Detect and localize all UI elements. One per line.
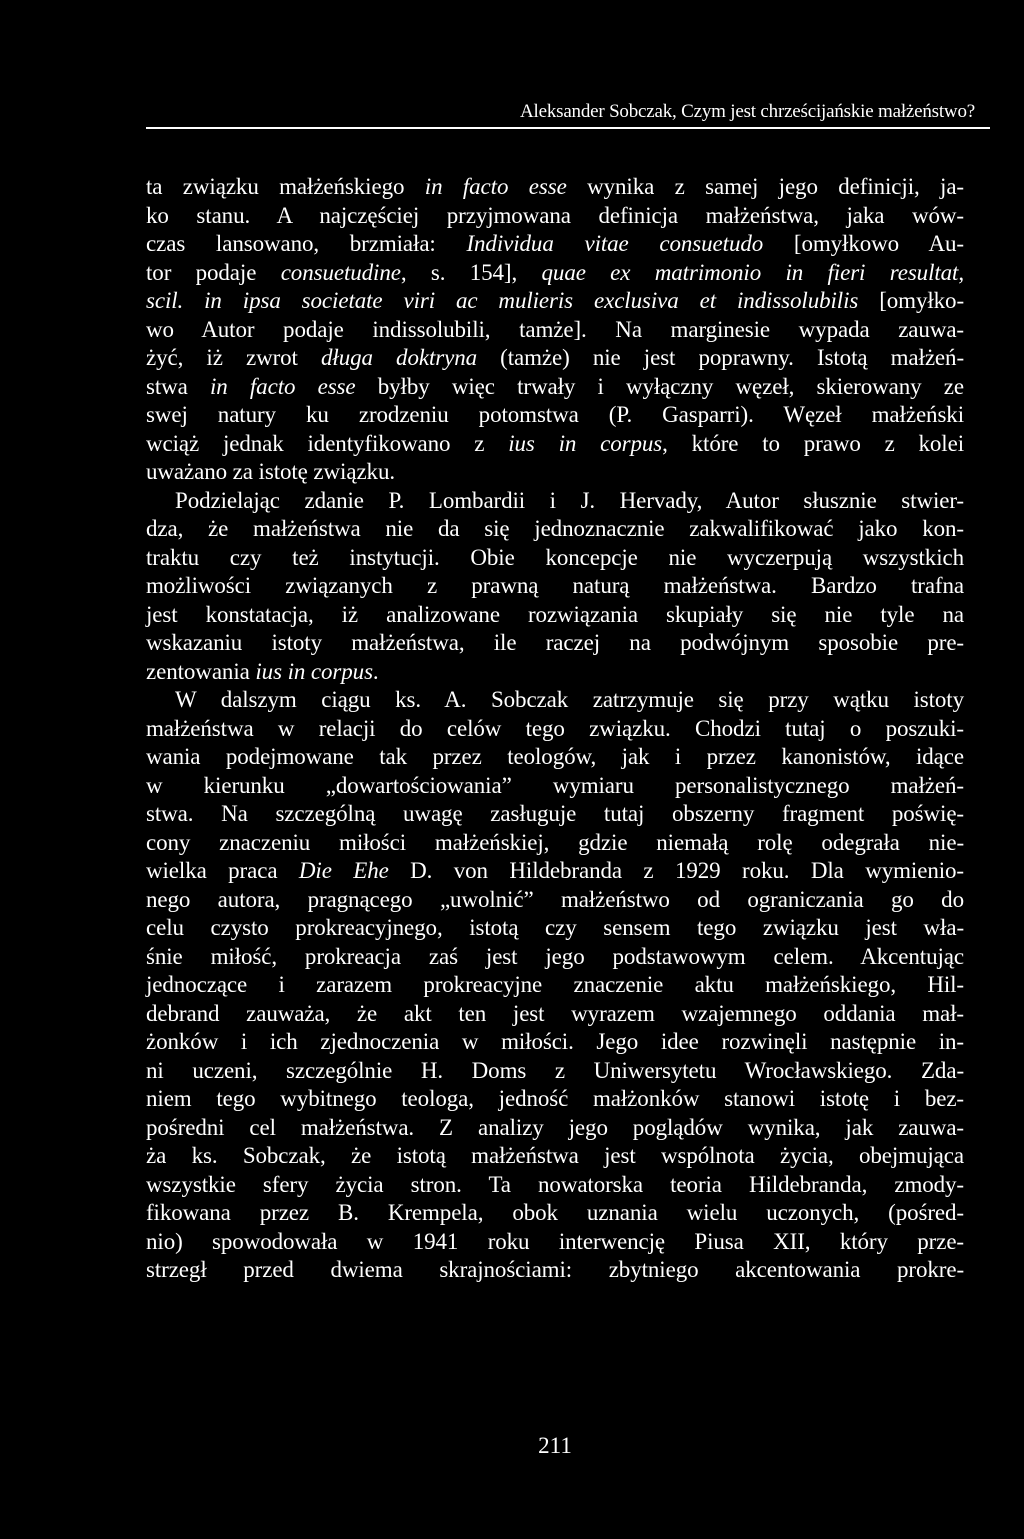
text-span: ni uczeni, szczególnie H. Doms z Uniwersytetu Wrocławskiego. Zda- [146,1057,964,1083]
text-line [146,1199,964,1228]
italic-span: ius in corpus [508,430,663,456]
text-span: ta związku małżeńskiego [146,174,425,199]
text-line [146,173,964,202]
text-span: niem tego wybitnego teologa, jedność małżonków stanowi istotę i bez- [146,1086,964,1111]
text-span: nego autora, pragnącego „uwolnić” małżeństwo od ograniczania go do [146,886,964,912]
text-span: cony znaczeniu miłości małżeńskiej, gdzie niemałą rolę odegrała nie- [146,829,964,855]
text-line [146,772,964,801]
text-line [146,686,964,715]
italic-span: consuetudine [280,259,401,285]
text-span: ko stanu. A najczęściej przyjmowana definicja małżeństwa, jaka wów- [146,202,964,228]
italic-span: in facto esse [209,373,356,399]
page-number: 211 [538,1433,572,1458]
text-line [146,572,964,601]
text-span: dza, że małżeństwa nie da się jednoznacznie zakwalifikować jako kon- [146,516,964,541]
text-span: , które to prawo z kolei [662,430,964,456]
text-span: stwa [146,373,210,399]
text-line [146,1256,964,1285]
text-line [146,401,964,430]
text-span: wszystkie sfery życia stron. Ta nowatorska teoria Hildebranda, zmody- [146,1171,964,1197]
text-span: [omyłko- [858,288,965,313]
italic-span: scil. in ipsa societate viri ac mulieris exclusiva et indissolubilis [146,288,859,313]
text-span: strzegł przed dwiema skrajnościami: zbytniego akcentowania prokre- [146,1257,964,1282]
text-line [146,1171,964,1200]
text-span: traktu czy też instytucji. Obie koncepcje nie wyczerpują wszystkich [146,544,964,570]
text-span: ża ks. Sobczak, że istotą małżeństwa jest wspólnota życia, obejmująca [146,1143,964,1168]
text-line [146,629,964,658]
text-line [146,601,964,630]
text-line [146,1085,964,1114]
italic-span: długa doktryna [321,345,478,370]
text-span: byłby więc trwały i wyłączny węzeł, skierowany ze [355,373,964,399]
text-span: wynika z samej jego definicji, ja- [566,174,964,199]
text-span: czas lansowano, brzmiała: [146,231,467,256]
text-line [146,344,964,373]
text-span: debrand zauważa, że akt ten jest wyrazem wzajemnego oddania mał- [146,1000,964,1026]
text-span: zentowania [146,658,256,684]
text-span: wielka praca [146,858,299,883]
text-span: żonków i ich zjednoczenia w miłości. Jego idee rozwinęli następnie in- [146,1029,964,1054]
text-line [146,1142,964,1171]
text-line [146,943,964,972]
text-span: stwa. Na szczególną uwagę zasługuje tutaj obszerny fragment poświę- [146,801,964,826]
text-line [146,259,964,288]
text-line [146,829,964,858]
text-line [146,658,964,687]
text-line [146,316,964,345]
text-line [146,515,964,544]
text-span: (tamże) nie jest poprawny. Istotą małżeń- [477,345,965,370]
text-line [146,1057,964,1086]
text-line [146,458,964,487]
text-span: uważano za istotę związku. [146,459,396,484]
text-span: małżeństwa w relacji do celów tego związku. Chodzi tutaj o poszuki- [146,715,964,741]
text-line [146,971,964,1000]
text-span: nio) spowodowała w 1941 roku interwencję Piusa XII, który prze- [146,1228,964,1254]
body-text [146,173,964,1285]
italic-span: Individua vitae consuetudo [466,231,764,256]
text-span: żyć, iż zwrot [146,345,321,370]
text-span: Podzielając zdanie P. Lombardii i J. Hervady, Autor słusznie stwier- [175,487,964,513]
text-line [146,1228,964,1257]
text-line [146,373,964,402]
text-span: jest konstatacja, iż analizowane rozwiązania skupiały się nie tyle na [146,601,964,627]
italic-span: in facto esse [424,174,567,199]
text-span: W dalszym ciągu ks. A. Sobczak zatrzymuje się przy wątku istoty [175,687,964,712]
text-span: pośredni cel małżeństwa. Z analizy jego poglądów wynika, jak zauwa- [146,1114,964,1140]
text-line [146,715,964,744]
running-header [146,100,990,129]
text-line [146,857,964,886]
text-span: wo Autor podaje indissolubili, tamże]. Na marginesie wypada zauwa- [146,316,964,342]
text-span: wania podejmowane tak przez teologów, jak i przez kanonistów, idące [146,744,964,769]
text-line [146,800,964,829]
text-span: swej natury ku zrodzeniu potomstwa (P. Gasparri). Węzeł małżeński [146,402,964,427]
text-span: celu czysto prokreacyjnego, istotą czy sensem tego związku jest wła- [146,915,964,940]
text-span: wskazaniu istoty małżeństwa, ile raczej na podwójnym sposobie pre- [146,630,964,655]
text-span: w kierunku „dowartościowania” wymiaru personalistycznego małżeń- [146,772,964,798]
text-span: [omyłkowo Au- [763,231,964,256]
text-line [146,430,964,459]
text-line [146,202,964,231]
text-line [146,487,964,516]
text-span: wciąż jednak identyfikowano z [146,430,509,456]
running-title: Aleksander Sobczak, Czym jest chrześcijańskie małżeństwo? [520,101,975,122]
text-line [146,1114,964,1143]
text-line [146,287,964,316]
text-line [146,1000,964,1029]
italic-span: Die Ehe [298,858,389,883]
text-line [146,886,964,915]
text-line [146,914,964,943]
text-span: , s. 154], [400,259,542,285]
text-line [146,1028,964,1057]
text-span: . [372,658,379,684]
text-line [146,230,964,259]
text-span: tor podaje [146,259,281,285]
italic-span: quae ex matrimonio in fieri resultat, [541,259,964,285]
text-line [146,544,964,573]
text-span: jednoczące i zarazem prokreacyjne znaczenie aktu małżeńskiego, Hil- [146,972,964,997]
italic-span: ius in corpus [255,658,373,684]
text-span: fikowana przez B. Krempela, obok uznania wielu uczonych, (pośred- [146,1200,964,1225]
text-span: D. von Hildebranda z 1929 roku. Dla wymienio- [388,858,964,883]
text-span: śnie miłość, prokreacja zaś jest jego podstawowym celem. Akcentując [146,943,964,969]
text-line [146,743,964,772]
text-span: możliwości związanych z prawną naturą małżeństwa. Bardzo trafna [146,573,964,598]
